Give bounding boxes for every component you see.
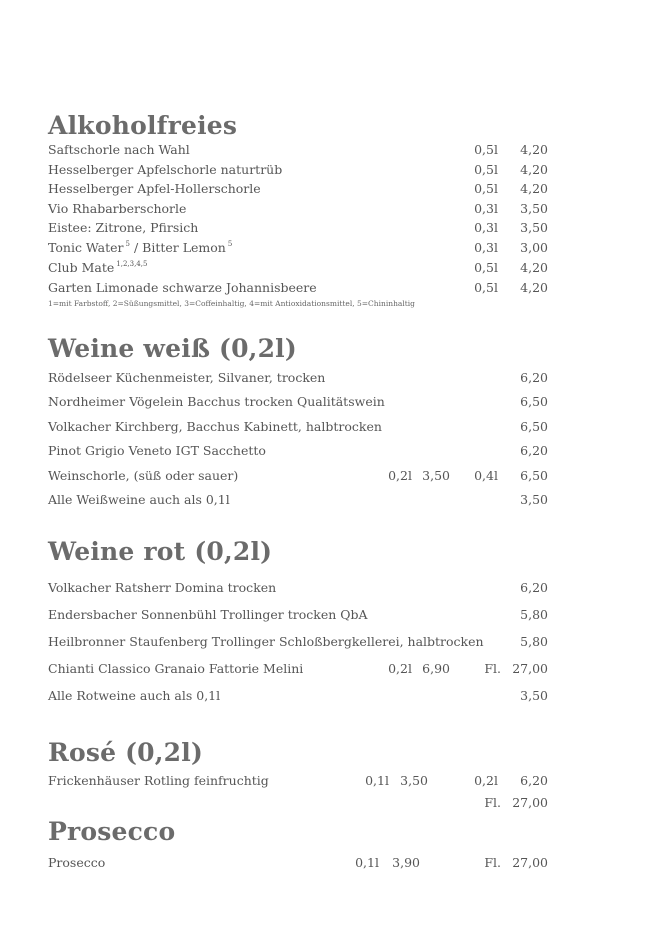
menu-item [48,181,548,197]
item-name [48,240,232,258]
section-title-alkoholfreies: Alkoholfreies [48,111,238,140]
menu-item [48,220,548,236]
item-quantity-small: 0,1l [365,773,389,788]
menu-item [48,419,548,435]
footnote-marker: 5 [227,240,233,248]
item-price: 4,20 [520,280,548,295]
item-name-part: Club Mate [48,260,115,275]
item-price: 4,20 [520,162,548,177]
item-name: Volkacher Kirchberg, Bacchus Kabinett, halbtrocken [48,419,382,434]
item-name: Vio Rhabarberschorle [48,201,187,216]
item-price: 27,00 [512,795,548,810]
item-price: 3,50 [520,220,548,235]
item-quantity: 0,5l [474,181,498,196]
item-price: 6,20 [520,370,548,385]
item-name: Alle Weißweine auch als 0,1l [48,492,230,507]
menu-item [48,370,548,386]
menu-item [48,795,548,811]
footnote-marker: 1,2,3,4,5 [116,260,148,268]
item-name-part: Tonic Water [48,240,124,255]
item-name: Chianti Classico Granaio Fattorie Melini [48,661,304,676]
menu-item [48,280,548,296]
item-price: 5,80 [520,607,548,622]
item-price: 6,50 [520,394,548,409]
menu-item [48,468,548,484]
menu-item [48,443,548,459]
item-name: Rödelseer Küchenmeister, Silvaner, trocken [48,370,326,385]
item-name [48,260,147,278]
item-name-part: / Bitter Lemon [130,240,226,255]
item-quantity-small: 0,2l [388,468,412,483]
item-quantity-small: 0,2l [388,661,412,676]
item-name: Prosecco [48,855,106,870]
item-price: 5,80 [520,634,548,649]
item-price-small: 6,90 [422,661,450,676]
item-price: 4,20 [520,181,548,196]
section-title-prosecco: Prosecco [48,817,176,846]
menu-item [48,688,548,704]
section-title-weine-rot: Weine rot (0,2l) [48,537,273,566]
item-name: Heilbronner Staufenberg Trollinger Schloßbergkellerei, halbtrocken [48,634,484,649]
item-price: 6,20 [520,443,548,458]
item-price: 4,20 [520,260,548,275]
item-quantity: 0,4l [474,468,498,483]
menu-item [48,773,548,789]
item-price: 3,00 [520,240,548,255]
item-price: 27,00 [512,855,548,870]
item-price: 4,20 [520,142,548,157]
section-title-weine-weiss: Weine weiß (0,2l) [48,334,297,363]
menu-item [48,201,548,217]
item-quantity: Fl. [484,661,501,676]
menu-item [48,607,548,623]
item-quantity: 0,5l [474,280,498,295]
item-price-small: 3,90 [392,855,420,870]
item-price: 6,20 [520,773,548,788]
additives-footnote: 1=mit Farbstoff, 2=Süßungsmittel, 3=Coffeinhaltig, 4=mit Antioxidationsmittel, 5=Chininhaltig [48,299,415,308]
item-name: Hesselberger Apfelschorle naturtrüb [48,162,283,177]
menu-item [48,260,548,276]
item-price-small: 3,50 [422,468,450,483]
item-name: Endersbacher Sonnenbühl Trollinger trocken QbA [48,607,368,622]
item-quantity: 0,5l [474,260,498,275]
item-quantity: 0,3l [474,201,498,216]
footnote-marker: 5 [125,240,130,248]
item-price: 6,20 [520,580,548,595]
item-price: 6,50 [520,419,548,434]
item-price: 3,50 [520,492,548,507]
item-price: 27,00 [512,661,548,676]
item-name: Eistee: Zitrone, Pfirsich [48,220,199,235]
menu-item [48,394,548,410]
item-price: 6,50 [520,468,548,483]
item-price-small: 3,50 [400,773,428,788]
menu-item [48,162,548,178]
menu-item [48,580,548,596]
menu-item [48,142,548,158]
item-quantity-small: 0,1l [355,855,379,870]
menu-item [48,634,548,650]
item-quantity: 0,2l [474,773,498,788]
item-name: Garten Limonade schwarze Johannisbeere [48,280,317,295]
menu-item [48,492,548,508]
item-quantity: 0,5l [474,142,498,157]
item-name: Pinot Grigio Veneto IGT Sacchetto [48,443,266,458]
item-price: 3,50 [520,201,548,216]
item-name: Weinschorle, (süß oder sauer) [48,468,239,483]
section-title-rose: Rosé (0,2l) [48,738,203,767]
item-price: 3,50 [520,688,548,703]
menu-item [48,661,548,677]
item-name: Nordheimer Vögelein Bacchus trocken Qualitätswein [48,394,385,409]
item-quantity: Fl. [484,795,501,810]
item-name: Volkacher Ratsherr Domina trocken [48,580,277,595]
item-quantity: Fl. [484,855,501,870]
item-name: Alle Rotweine auch als 0,1l [48,688,221,703]
item-quantity: 0,3l [474,220,498,235]
item-name: Hesselberger Apfel-Hollerschorle [48,181,261,196]
item-name: Frickenhäuser Rotling feinfruchtig [48,773,269,788]
item-name: Saftschorle nach Wahl [48,142,190,157]
menu-item [48,240,548,256]
menu-item [48,855,548,871]
item-quantity: 0,5l [474,162,498,177]
item-quantity: 0,3l [474,240,498,255]
